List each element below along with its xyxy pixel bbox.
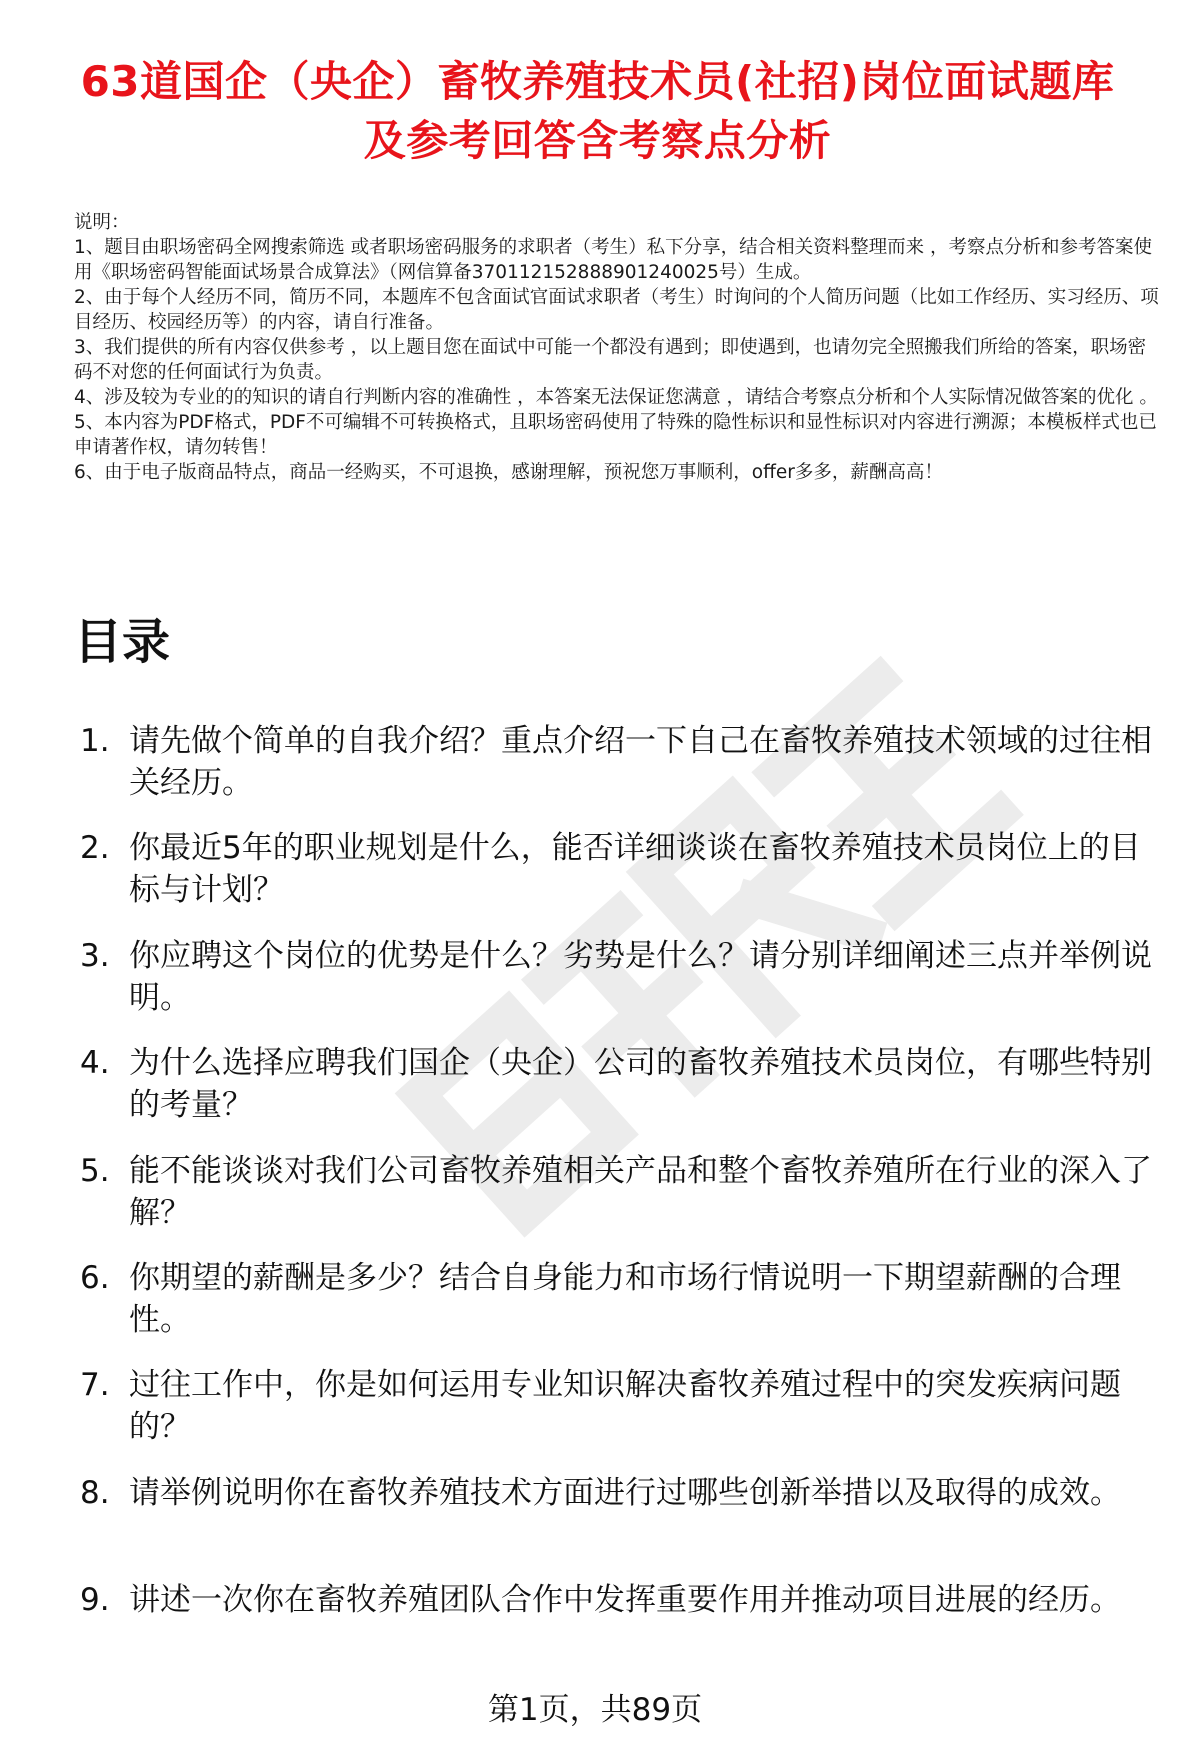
toc-item[interactable] bbox=[74, 935, 1169, 1042]
toc-item-text[interactable]: 你期望的薪酬是多少？结合自身能力和市场行情说明一下期望薪酬的合理性。 bbox=[129, 1259, 1121, 1338]
toc-item-number: 9. bbox=[80, 1582, 110, 1619]
toc-item[interactable] bbox=[74, 1364, 1169, 1471]
toc-item[interactable] bbox=[74, 827, 1169, 934]
toc-item-number: 3. bbox=[80, 937, 110, 974]
toc-item-number: 7. bbox=[80, 1367, 110, 1404]
notes-item: 4、涉及较为专业的的知识的请自行判断内容的准确性 ，本答案无法保证您满意 ，请结合考察点分析和个人实际情况做答案的优化 。 bbox=[74, 387, 1158, 408]
toc-item-text[interactable]: 过往工作中，你是如何运用专业知识解决畜牧养殖过程中的突发疾病问题的？ bbox=[129, 1367, 1121, 1446]
toc-item-number: 1. bbox=[80, 723, 110, 759]
notes-item: 2、由于每个人经历不同，简历不同，本题库不包含面试官面试求职者（考生）时询问的个人简历问题（比如工作经历、实习经历、项目经历、校园经历等）的内容，请自行准备。 bbox=[74, 287, 1159, 333]
toc-item[interactable] bbox=[74, 720, 1169, 827]
toc-item-text[interactable]: 能不能谈谈对我们公司畜牧养殖相关产品和整个畜牧养殖所在行业的深入了解？ bbox=[129, 1152, 1152, 1231]
toc-item-number: 8. bbox=[80, 1474, 110, 1511]
toc-item-number: 2. bbox=[80, 830, 110, 867]
toc-item[interactable] bbox=[74, 1472, 1169, 1579]
toc-item[interactable] bbox=[74, 1579, 1169, 1686]
toc-item-text[interactable]: 请举例说明你在畜牧养殖技术方面进行过哪些创新举措以及取得的成效。 bbox=[129, 1474, 1121, 1511]
notes-item: 1、题目由职场密码全网搜索筛选 或者职场密码服务的求职者（考生）私下分享，结合相关资料整理而来 ，考察点分析和参考答案使用《职场密码智能面试场景合成算法》（网信算备370112152888901240025号）生成。 bbox=[74, 237, 1153, 283]
toc-item-text[interactable]: 请先做个简单的自我介绍？重点介绍一下自己在畜牧养殖技术领域的过往相关经历。 bbox=[129, 723, 1152, 801]
toc-item[interactable] bbox=[74, 1150, 1169, 1257]
notes-item: 6、由于电子版商品特点，商品一经购买，不可退换，感谢理解，预祝您万事顺利，offer多多，薪酬高高！ bbox=[74, 462, 943, 483]
toc-item-number: 6. bbox=[80, 1259, 110, 1296]
document-title: 63道国企（央企）畜牧养殖技术员(社招)岗位面试题库及参考回答含考察点分析 bbox=[80, 57, 1115, 165]
toc-heading: 目录 bbox=[74, 614, 171, 670]
notes-heading: 说明： bbox=[74, 212, 130, 233]
toc-item-text[interactable]: 你最近5年的职业规划是什么，能否详细谈谈在畜牧养殖技术员岗位上的目标与计划？ bbox=[129, 830, 1141, 909]
page-number: 第1页，共89页 bbox=[487, 1692, 703, 1728]
notes-item: 3、我们提供的所有内容仅供参考 ，以上题目您在面试中可能一个都没有遇到；即使遇到，也请勿完全照搬我们所给的答案，职场密码不对您的任何面试行为负责。 bbox=[74, 337, 1147, 383]
notes-section bbox=[74, 210, 1164, 485]
toc-item[interactable] bbox=[74, 1257, 1169, 1364]
notes-item: 5、本内容为PDF格式，PDF不可编辑不可转换格式，且职场密码使用了特殊的隐性标识和显性标识对内容进行溯源；本模板样式也已申请著作权，请勿转售！ bbox=[74, 412, 1157, 458]
toc-item-number: 4. bbox=[80, 1045, 110, 1082]
toc-item[interactable] bbox=[74, 1042, 1169, 1149]
toc-list bbox=[74, 720, 1169, 1687]
toc-item-text[interactable]: 讲述一次你在畜牧养殖团队合作中发挥重要作用并推动项目进展的经历。 bbox=[129, 1582, 1121, 1619]
toc-item-number: 5. bbox=[80, 1152, 110, 1189]
toc-item-text[interactable]: 你应聘这个岗位的优势是什么？劣势是什么？请分别详细阐述三点并举例说明。 bbox=[129, 937, 1152, 1016]
toc-item-text[interactable]: 为什么选择应聘我们国企（央企）公司的畜牧养殖技术员岗位，有哪些特别的考量？ bbox=[129, 1045, 1152, 1124]
